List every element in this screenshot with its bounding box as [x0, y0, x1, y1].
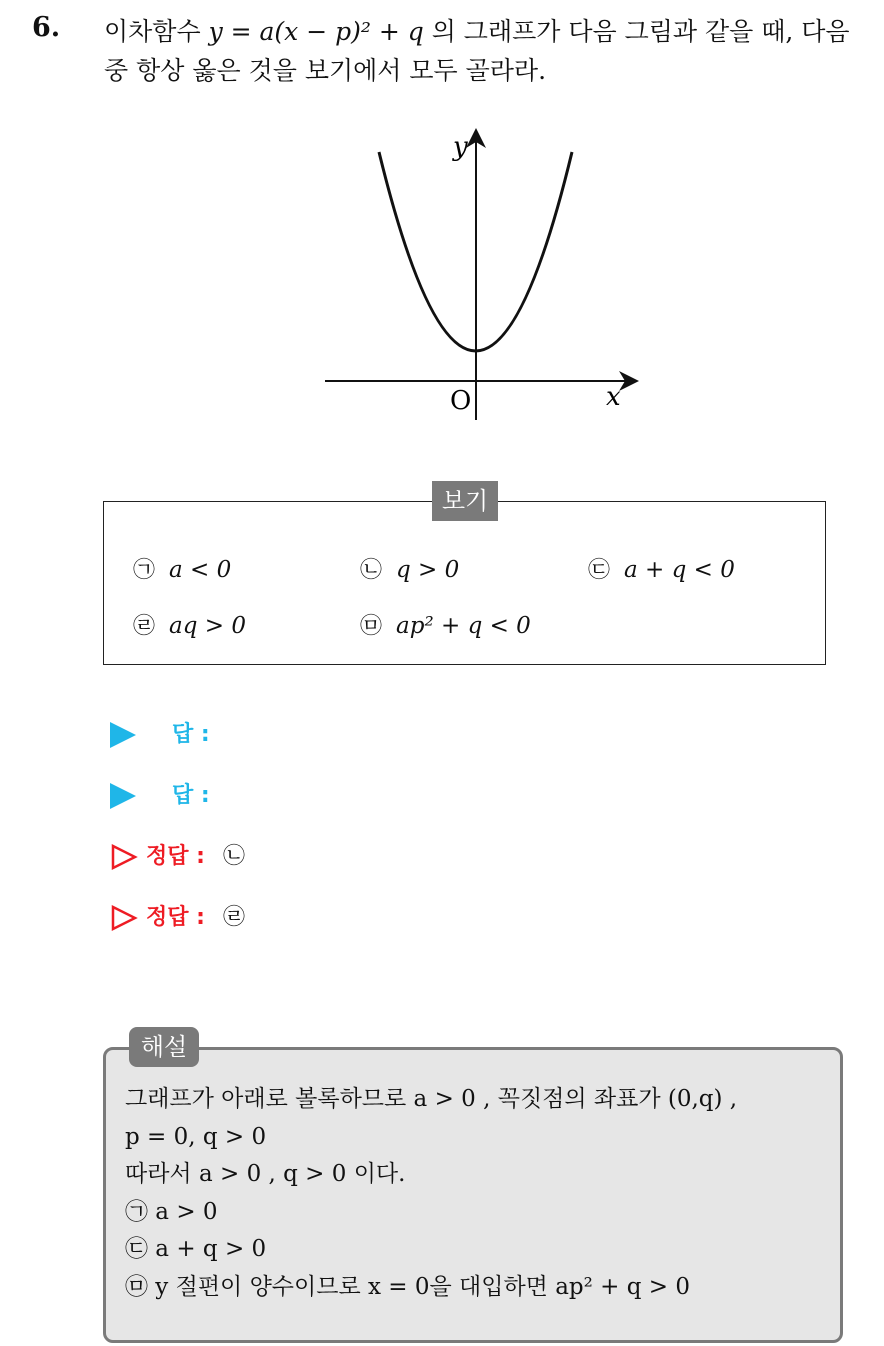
y-axis-label: y	[453, 132, 468, 162]
bogi-item-2	[360, 553, 459, 584]
bogi-item-1-expr: a < 0	[169, 557, 232, 583]
outline-triangle-icon	[110, 904, 138, 932]
bogi-item-3-mark: ㉢	[588, 558, 611, 583]
play-triangle-icon	[110, 783, 136, 809]
question-text-pre: 이차함수	[104, 17, 209, 46]
correct-answer-row-2	[110, 900, 245, 932]
bogi-item-3-expr: a + q < 0	[624, 557, 735, 583]
bogi-item-2-mark: ㉡	[360, 558, 383, 583]
answer-row-1	[110, 717, 228, 748]
bogi-item-2-expr: q > 0	[396, 557, 460, 583]
bogi-item-1-mark: ㉠	[133, 558, 156, 583]
answer-label-1: 답 :	[172, 722, 210, 747]
answer-row-2	[110, 778, 228, 809]
bogi-item-1	[133, 553, 231, 584]
play-triangle-icon	[110, 722, 136, 748]
bogi-item-4-expr: aq > 0	[169, 613, 246, 639]
correct-value-2: ㉣	[222, 905, 245, 930]
question-text	[104, 12, 874, 90]
bogi-item-5-mark: ㉤	[360, 614, 383, 639]
answer-label-2: 답 :	[172, 783, 210, 808]
parabola-graph	[310, 120, 650, 430]
correct-label-2: 정답 :	[146, 905, 205, 930]
bogi-item-5	[360, 609, 531, 640]
solution-line: ㉢ a + q > 0	[125, 1236, 267, 1263]
question-equation: y = a(x − p)² + q	[208, 17, 424, 46]
origin-label: O	[450, 386, 472, 416]
bogi-item-5-expr: ap² + q < 0	[396, 613, 531, 639]
correct-value-1: ㉡	[222, 844, 245, 869]
solution-title: 해설	[129, 1027, 199, 1067]
bogi-item-3	[588, 553, 735, 584]
solution-line: 따라서 a > 0 , q > 0 이다.	[125, 1161, 406, 1188]
question-text-line2: 중 항상 옳은 것을 보기에서 모두 골라라.	[104, 56, 547, 85]
solution-line: 그래프가 아래로 볼록하므로 a > 0 , 꼭짓점의 좌표가 (0,q) ,	[125, 1086, 738, 1112]
solution-line: p = 0, q > 0	[125, 1123, 267, 1150]
solution-line: ㉤ y 절편이 양수이므로 x = 0을 대입하면 ap² + q > 0	[125, 1273, 690, 1300]
bogi-title: 보기	[432, 481, 498, 521]
solution-line: ㉠ a > 0	[125, 1198, 218, 1225]
bogi-item-4	[133, 609, 246, 640]
question-text-post: 의 그래프가 다음 그림과 같을 때, 다음	[423, 17, 850, 46]
bogi-item-4-mark: ㉣	[133, 614, 156, 639]
x-axis-label: x	[606, 382, 621, 412]
correct-answer-row-1	[110, 839, 245, 871]
question-number: 6.	[32, 12, 61, 43]
correct-label-1: 정답 :	[146, 844, 205, 869]
outline-triangle-icon	[110, 843, 138, 871]
solution-text	[125, 1081, 737, 1307]
